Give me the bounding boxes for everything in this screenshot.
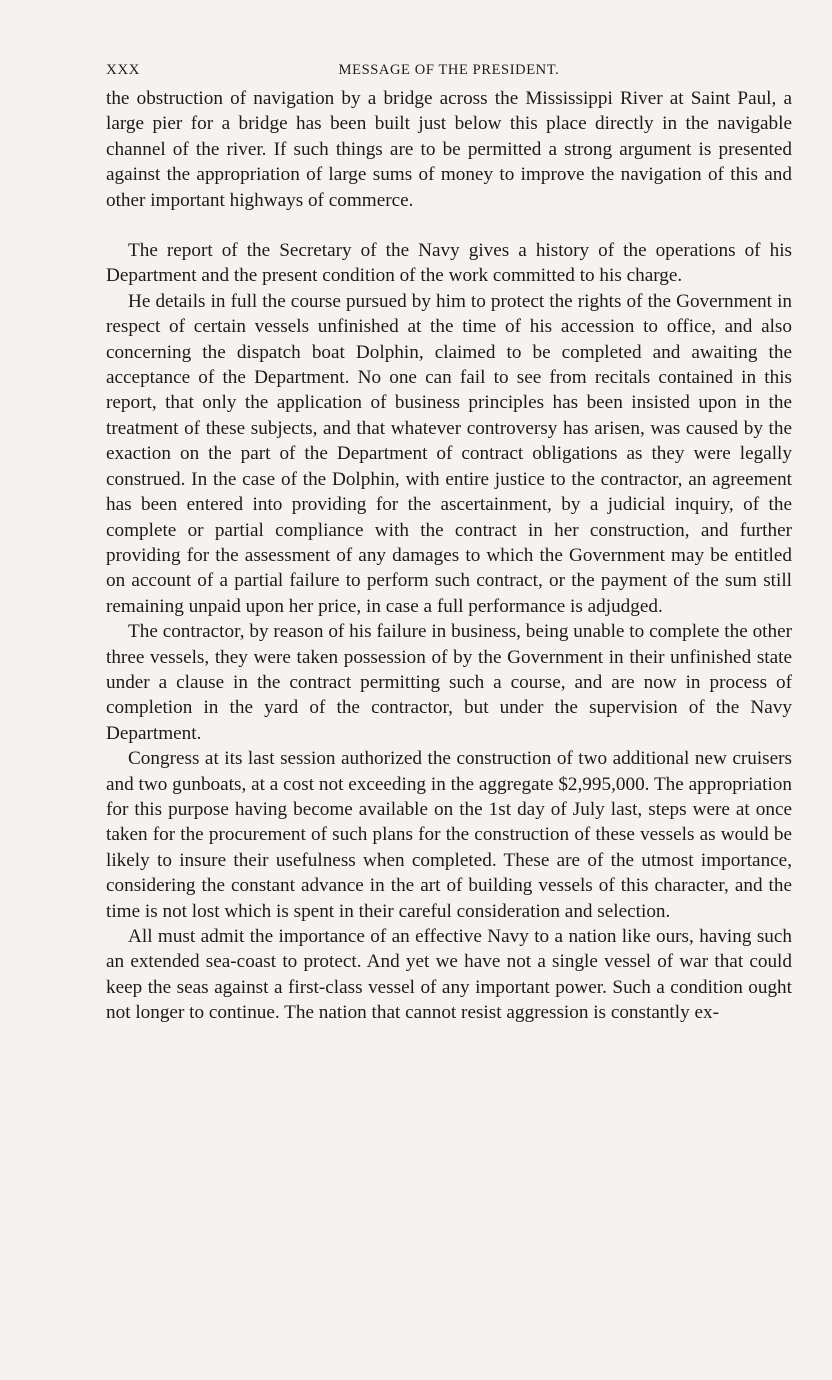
- section-break: [106, 213, 792, 238]
- paragraph-effective-navy: All must admit the importance of an effective Navy to a nation like ours, having such an extended sea-coast to protect. And yet we have not a single vessel of war that could keep the seas against a first-class vessel of any important power. Such a condition ought not longer to continue. The nation that cannot resist aggression is constantly ex-: [106, 926, 792, 1024]
- running-header: [106, 56, 792, 86]
- page-number: XXX: [106, 62, 140, 78]
- paragraph-dolphin: He details in full the course pursued by him to protect the rights of the Government in respect of certain vessels unfinished at the time of his accession to office, and also concerning the dispatch boat Dolphin, claimed to be completed and awaiting the acceptance of the Department. No one can fail to see from recitals contained in this report, that only the application of business principles has been insisted upon in the treatment of these subjects, and that whatever controversy has arisen, was caused by the exaction on the part of the Department of contract obligations as they were legally construed. In the case of the Dolphin, with entire justice to the contractor, an agreement has been entered into providing for the ascertainment, by a judicial inquiry, of the complete or partial compliance with the contract in her construction, and further providing for the assessment of any damages to which the Government may be entitled on account of a partial failure to perform such contract, or the payment of the sum still remaining unpaid upon her price, in case a full performance is adjudged.: [106, 290, 792, 617]
- body-text: [106, 86, 792, 1026]
- paragraph-navy-report: The report of the Secretary of the Navy gives a history of the operations of his Department and the present condition of the work committed to his charge.: [106, 240, 792, 287]
- running-title: MESSAGE OF THE PRESIDENT.: [338, 62, 560, 78]
- paragraph-continuation: the obstruction of navigation by a bridge across the Mississippi River at Saint Paul, a large pier for a bridge has been built just below this place directly in the navigable channel of the river. If such things are to be permitted a strong argument is presented against the appropriation of large sums of money to improve the navigation of this and other important highways of commerce.: [106, 88, 792, 211]
- document-page: [106, 56, 792, 1026]
- paragraph-congress: Congress at its last session authorized the construction of two additional new cruisers and two gunboats, at a cost not exceeding in the aggregate $2,995,000. The appropriation for this purpose having become available on the 1st day of July last, steps were at once taken for the procurement of such plans for the construction of these vessels as would be likely to insure their usefulness when completed. These are of the utmost importance, considering the constant advance in the art of building vessels of this character, and the time is not lost which is spent in their careful consideration and selection.: [106, 748, 792, 922]
- paragraph-contractor: The contractor, by reason of his failure in business, being unable to complete the other three vessels, they were taken possession of by the Government in their unfinished state under a clause in the contract permitting such a course, and are now in process of completion in the yard of the contractor, but under the supervision of the Navy Department.: [106, 621, 792, 744]
